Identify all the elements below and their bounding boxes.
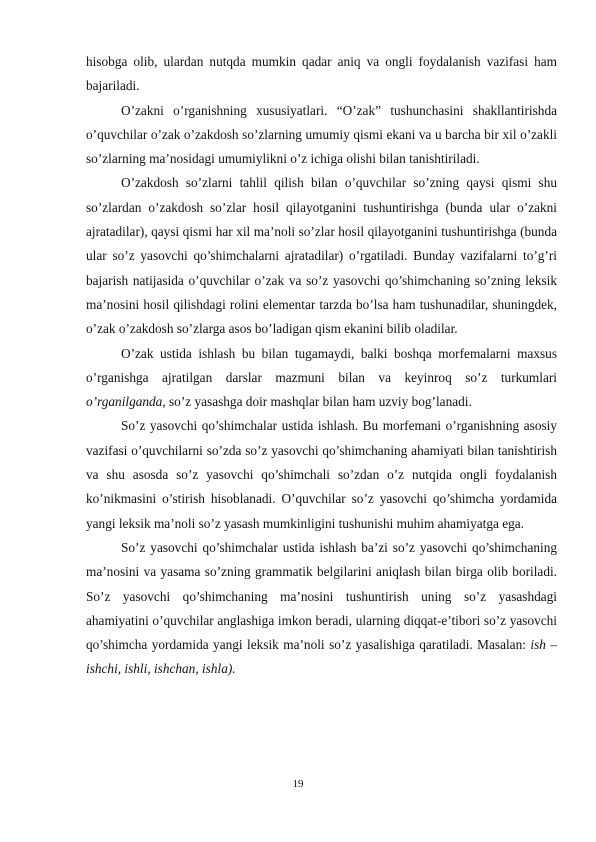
paragraph-6-italic: ish – ishchi, ishli, ishchan, ishla). xyxy=(86,637,557,677)
paragraph-2: O’zakni o’rganishning xususiyatlari. “O’zak” tushunchasini shakllantirishda o’quvchilar o’zak o’zakdosh so’zlarning umumiy qismi ekani va u barcha bir xil o’zakli so’zlarning ma’nosidagi umumiylikni o’z ichiga olishi bilan tanishtiriladi. xyxy=(86,102,557,167)
paragraph-4 xyxy=(86,342,557,415)
paragraph-3: O’zakdosh so’zlarni tahlil qilish bilan o’quvchilar so’zning qaysi qismi shu so’zlardan o’zakdosh so’zlar hosil qilayotganini tushuntirishga (bunda ular o’zakni ajratadilar), qaysi qismi har xil ma’noli so’zlar hosil qilayotganini tushuntirishga (bunda ular so’z yasovchi qo’shimchalarni ajratadilar) o’rgatiladi. Bunday vazifalarni to’g’ri bajarish natijasida o’quvchilar o’zak va so’z yasovchi qo’shimchaning so’zning leksik ma’nosini hosil qilishdagi rolini elementar tarzda bo’lsa ham tushunadilar, shuningdek, o’zak o’zakdosh so’zlarga asos bo’ladigan qism ekanini bilib oladilar. xyxy=(86,175,557,337)
paragraph-4-text: O’zak ustida ishlash bu bilan tugamaydi, balki boshqa morfemalarni maxsus o’rganishga ajratilgan darslar mazmuni bilan va keyinroq so’z turkumlari xyxy=(86,345,557,385)
page-number: 19 xyxy=(292,778,304,790)
paragraph-4-tail: , so’z yasashga doir mashqlar bilan ham uzviy bog’lanadi. xyxy=(162,394,472,410)
paragraph-5: So’z yasovchi qo’shimchalar ustida ishlash. Bu morfemani o’rganishning asosiy vazifasi o’quvchilarni so’zda so’z yasovchi qo’shimchaning ahamiyati bilan tanishtirish va shu asosda so’z yasovchi qo’shimchali so’zdan o’z nutqida ongli foydalanish ko’nikmasini o’stirish hisoblanadi. O’quvchilar so’z yasovchi qo’shimcha yordamida yangi leksik ma’noli so’z yasash mumkinligini tushunishi muhim ahamiyatga ega. xyxy=(86,418,557,531)
page-body xyxy=(86,50,557,682)
paragraph-6-text: So’z yasovchi qo’shimchalar ustida ishlash ba’zi so’z yasovchi qo’shimchaning ma’nosini va yasama so’zning grammatik belgilarini aniqlash bilan birga olib boriladi. So’z yasovchi qo’shimchaning ma’nosini tushuntirish uning so’z yasashdagi ahamiyatini o’quvchilar anglashiga imkon beradi, ularning diqqat-e’tibori so’z yasovchi qo’shimcha yordamida yangi leksik ma’noli so’z yasalishiga qaratiladi. Masalan: xyxy=(86,539,557,653)
paragraph-4-italic: o’rganilganda xyxy=(86,394,163,410)
paragraph-1: hisobga olib, ulardan nutqda mumkin qadar aniq va ongli foydalanish vazifasi ham bajariladi. xyxy=(86,54,557,94)
paragraph-6 xyxy=(86,536,557,682)
